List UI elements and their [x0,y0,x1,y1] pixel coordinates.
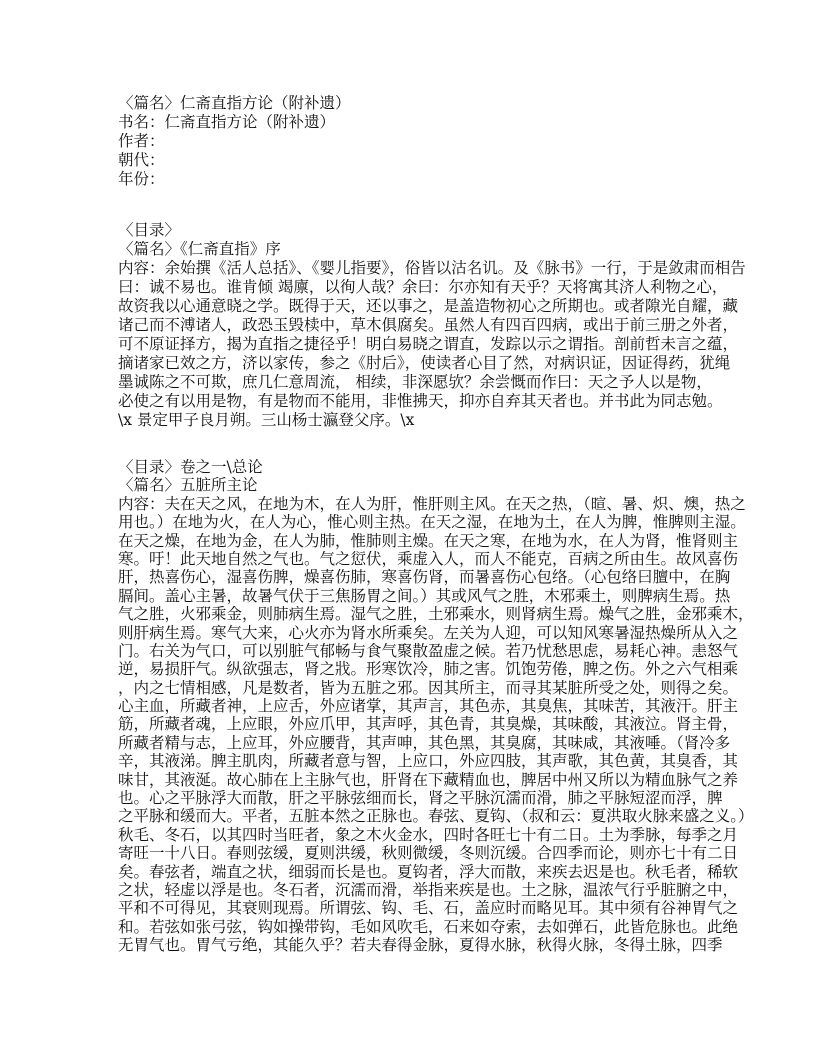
text-line: 墨诚陈之不可欺，庶几仁意周流， 相续，非深愿欤？余尝慨而作曰：天之予人以是物， [118,373,712,391]
text-line: 味甘，其液涎。故心肺在上主脉气也，肝肾在下藏精血也，脾居中州又所以为精血脉气之养 [118,770,739,789]
text-line: ，内之七情相感，凡是数者，皆为五脏之邪。因其所主，而寻其某脏所受之处，则得之矣。 [118,678,739,697]
text-line: 门。右关为气口，可以别脏气郁畅与食气聚散盈虚之候。若乃忧愁思虑，易耗心神。恚怒气 [118,641,739,660]
chapter-section [118,458,754,955]
text-line: 肝，热喜伤心，湿喜伤脾，燥喜伤肺，寒喜伤肾，而暑喜伤心包络。（心包络曰膻中，在胸 [118,568,731,587]
text-line: 书名：仁斋直指方论（附补遗） [118,113,336,131]
text-line: 气之胜，火邪乘金，则肺病生焉。湿气之胜，土邪乘水，则肾病生焉。燥气之胜，金邪乘木， [118,605,754,624]
text-line: 则肝病生焉。寒气大来，心火亦为肾水所乘矣。左关为人迎，可以知风寒暑湿热燥所从入之 [118,623,739,642]
text-line: \x 景定甲子良月朔。三山杨士瀛登父序。\x [118,411,415,429]
text-line: 逆，易损肝气。纵欲强志，肾之戕。形寒饮冷，肺之害。饥饱劳倦，脾之伤。外之六气相乘 [118,660,739,679]
text-line: 心主血，所藏者神，上应舌，外应诸掌，其声言，其色赤，其臭焦，其味苦，其液汗。肝主 [118,697,739,716]
text-line: 辛，其液涕。脾主肌肉，所藏者意与智，上应口，外应四肢，其声歌，其色黄，其臭香，其 [118,752,739,771]
text-line: 〈篇名〉仁斋直指方论（附补遗） [118,94,351,112]
text-line: 内容：夫在天之风，在地为木，在人为肝，惟肝则主风。在天之热，（暄、暑、炽、燠，热之 [118,494,746,513]
text-line: 曰：诚不易也。谁肯倾 竭廪，以徇人哉？余曰：尔亦知有天乎？天将寓其济人利物之心， [118,278,728,296]
text-line: 内容：余始撰《活人总括》、《婴儿指要》，俗皆以沽名讥。及《脉书》一行，于是敛肃而相告 [118,259,746,277]
text-line: 年份： [118,170,165,188]
text-line: 寒。吁！此天地自然之气也。气之愆伏，乘虚入人，而人不能克，百病之所由生。故风喜伤 [118,549,739,568]
text-line: 筋，所藏者魂，上应眼，外应爪甲，其声呼，其色青，其臭燥，其味酸，其液泣。肾主骨， [118,715,739,734]
text-line: 也。心之平脉浮大而散，肝之平脉弦细而长，肾之平脉沉濡而滑，肺之平脉短涩而浮，脾 [118,789,723,808]
text-line: 和。若弦如张弓弦，钩如操带钩，毛如风吹毛，石来如夺索，去如弹石，此皆危脉也。此绝 [118,917,739,936]
text-line: 膈间。盖心主暑，故暑气伏于三焦肠胃之间。）其或风气之胜，木邪乘土，则脾病生焉。热 [118,586,731,605]
text-line: 〈篇名〉五脏所主论 [118,476,258,495]
text-line: 之状，轻虚以浮是也。冬石者，沉濡而滑，举指来疾是也。土之脉，温浓气行乎脏腑之中， [118,880,739,899]
text-line: 平和不可得见，其衰则现焉。所谓弦、钩、毛、石，盖应时而略见耳。其中须有谷神胃气之 [118,899,739,918]
text-line: 矣。春弦者，端直之状，细弱而长是也。夏钩者，浮大而散，来疾去迟是也。秋毛者，稀软 [118,862,739,881]
text-line: 无胃气也。胃气亏绝，其能久乎？若夫春得金脉，夏得水脉，秋得火脉，冬得土脉，四季 [118,936,723,955]
text-line: 在天之燥，在地为金，在人为肺，惟肺则主燥。在天之寒，在地为水，在人为肾，惟肾则主 [118,531,739,550]
text-line: 作者： [118,132,165,150]
text-line: 〈目录〉卷之一\总论 [118,458,263,476]
book-header [118,94,351,189]
text-line: 摘诸家已效之方，济以家传，参之《肘后》，使读者心目了然，对病识证，因证得药，犹绳 [118,354,731,372]
text-line: 所藏者精与志，上应耳，外应腰背，其声呻，其色黑，其臭腐，其味咸，其液唾。（肾冷多 [118,733,731,752]
text-line: 诸己而不溥诸人，政恐玉毁椟中，草木俱腐矣。虽然人有四百四病，或出于前三册之外者， [118,316,739,334]
text-line: 用也。）在地为火，在人为心，惟心则主热。在天之湿，在地为土，在人为脾，惟脾则主湿。 [118,513,746,532]
text-line: 秋毛、冬石，以其四时当旺者，象之木火金水，四时各旺七十有二日。土为季脉，每季之月 [118,825,739,844]
text-line: 寄旺一十八日。春则弦缓，夏则洪缓，秋则微缓，冬则沉缓。合四季而论，则亦七十有二日 [118,844,739,863]
preface-section [118,221,746,430]
text-line: 必使之有以用是物，有是物而不能用，非惟拂天，抑亦自弃其天者也。并书此为同志勉。 [118,392,723,410]
text-line: 〈篇名〉《仁斋直指》序 [118,240,281,258]
text-line: 可不原证择方，揭为直指之捷径乎！明白易晓之谓直，发踪以示之谓指。剖前哲未言之蕴， [118,335,739,353]
text-line: 故资我以心通意晓之学。既得于天，还以事之，是盖造物初心之所期也。或者隙光自耀，藏 [118,297,739,315]
text-line: 之平脉和缓而大。平者，五脏本然之正脉也。春弦、夏钩、（叔和云：夏洪取火脉来盛之义。） [118,807,754,826]
text-line: 朝代： [118,151,165,169]
text-line: 〈目录〉 [118,221,181,239]
